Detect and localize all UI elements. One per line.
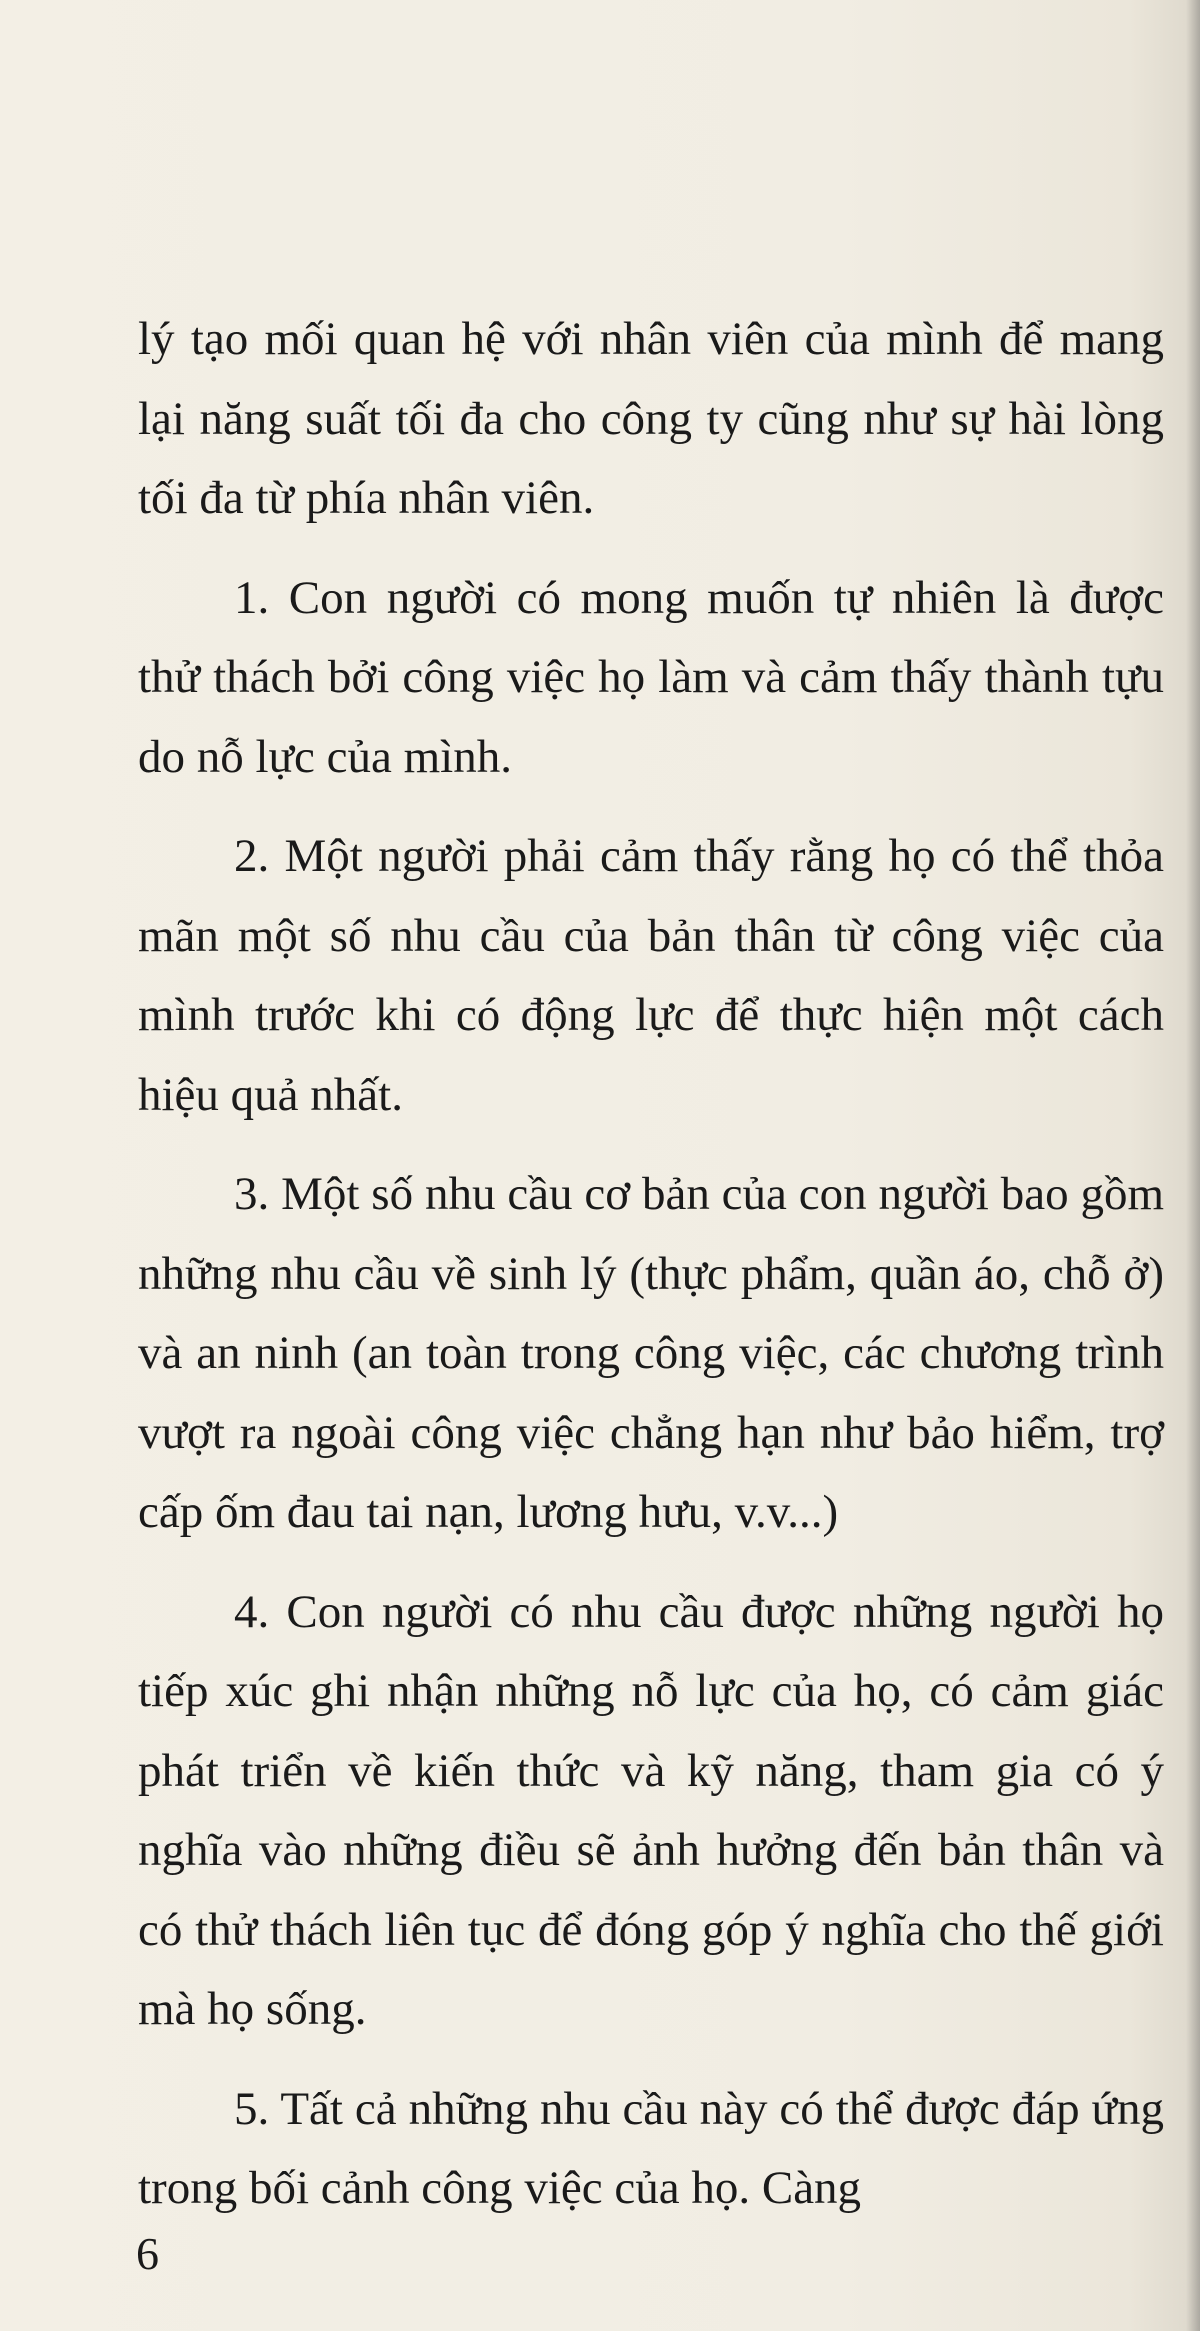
page-edge-shadow	[1186, 0, 1200, 2331]
page-number: 6	[136, 2228, 159, 2279]
paragraph-continuation: lý tạo mối quan hệ với nhân viên của mình để mang lại năng suất tối đa cho công ty cũng như sự hài lòng tối đa từ phía nhân viên.	[138, 313, 1164, 524]
paragraph-item-2: 2. Một người phải cảm thấy rằng họ có thể thỏa mãn một số nhu cầu của bản thân từ công việc của mình trước khi có động lực để thực hiện một cách hiệu quả nhất.	[138, 830, 1164, 1121]
paragraph-item-4: 4. Con người có nhu cầu được những người họ tiếp xúc ghi nhận những nỗ lực của họ, có cảm giác phát triển về kiến thức và kỹ năng, tham gia có ý nghĩa vào những điều sẽ ảnh hưởng đến bản thân và có thử thách liên tục để đóng góp ý nghĩa cho thế giới mà họ sống.	[138, 1585, 1164, 2035]
paragraph-item-3: 3. Một số nhu cầu cơ bản của con người bao gồm những nhu cầu về sinh lý (thực phẩm, quần áo, chỗ ở) và an ninh (an toàn trong công việc, các chương trình vượt ra ngoài công việc chẳng hạn như bảo hiểm, trợ cấp ốm đau tai nạn, lương hưu, v.v...)	[138, 1168, 1164, 1538]
paragraph-item-5: 5. Tất cả những nhu cầu này có thể được đáp ứng trong bối cảnh công việc của họ. Càng	[138, 2082, 1164, 2214]
paragraph-item-1: 1. Con người có mong muốn tự nhiên là được thử thách bởi công việc họ làm và cảm thấy thành tựu do nỗ lực của mình.	[138, 571, 1164, 783]
body-text	[138, 300, 1164, 2249]
